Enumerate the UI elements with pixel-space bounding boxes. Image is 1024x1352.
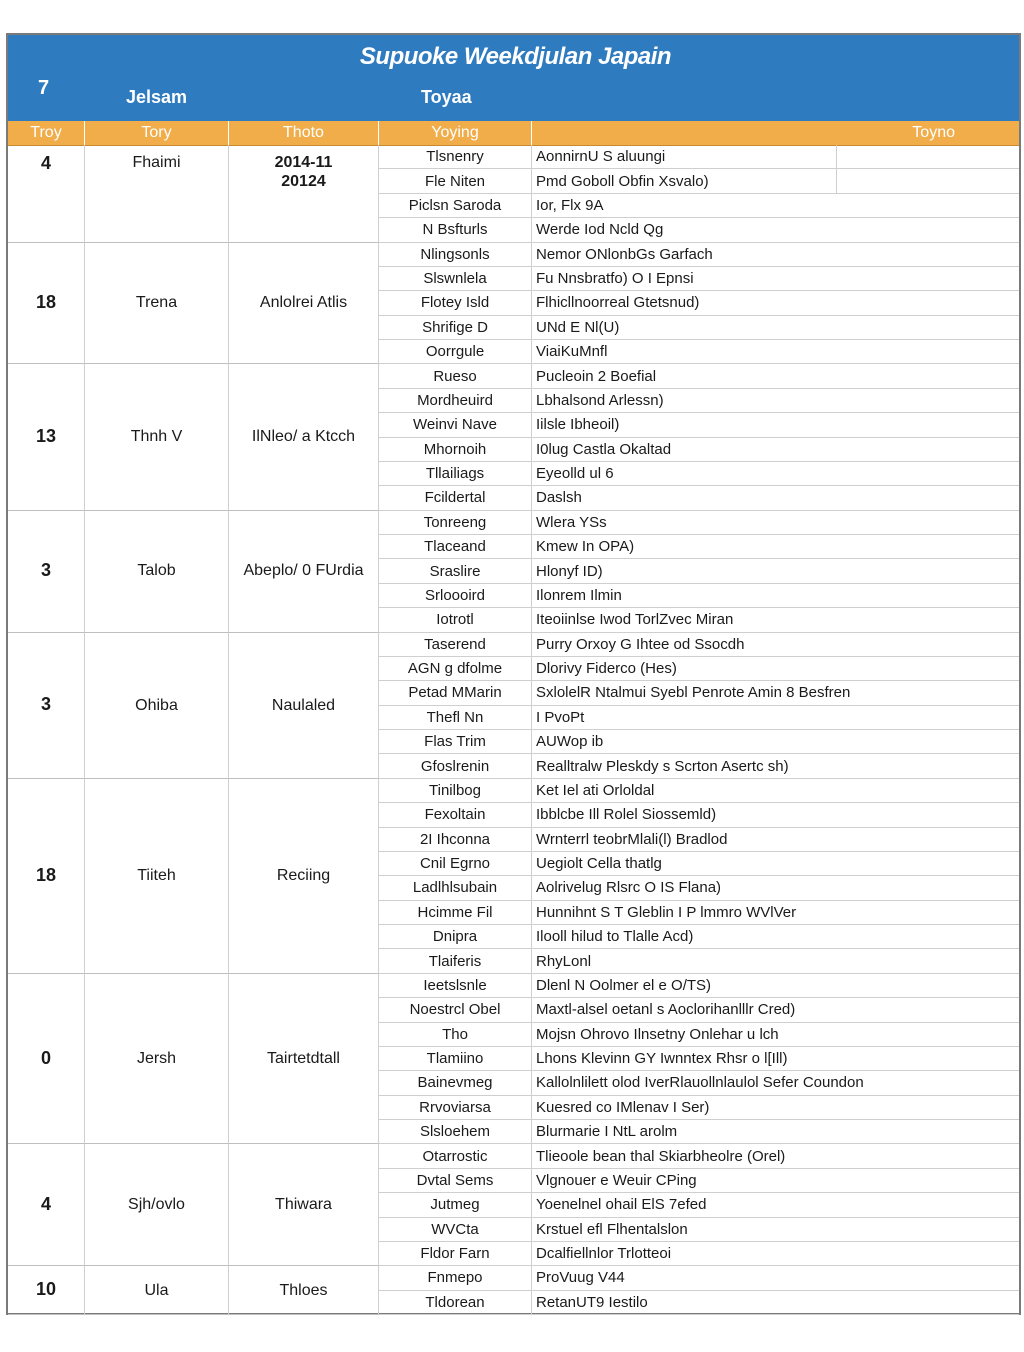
item-description-text: Tlieoole bean thal Skiarbheolre (Orel) — [536, 1147, 786, 1165]
item-description — [532, 340, 1019, 364]
item-description — [532, 608, 1019, 632]
item-description-text: Lbhalsond Arlessn) — [536, 391, 664, 409]
item-description — [532, 364, 1019, 388]
item-name: Mordheuird — [379, 389, 532, 413]
item-description-text: Iilsle Ibheoil) — [536, 416, 620, 434]
item-name: Sraslire — [379, 559, 532, 583]
item-name: Jutmeg — [379, 1193, 532, 1217]
item-name: Fcildertal — [379, 486, 532, 510]
item-description — [532, 657, 1019, 681]
item-description — [532, 1266, 1019, 1290]
item-name: Tonreeng — [379, 511, 532, 535]
item-name: Oorrgule — [379, 340, 532, 364]
item-description — [532, 754, 1019, 778]
item-description-text: Dlorivy Fiderco (Hes) — [536, 660, 677, 678]
item-description — [532, 925, 1019, 949]
item-name: Rrvoviarsa — [379, 1096, 532, 1120]
item-description — [532, 535, 1019, 559]
item-name: Weinvi Nave — [379, 413, 532, 437]
item-description-text: Yoenelnel ohail ElS 7efed — [536, 1196, 707, 1214]
item-name: Tlsnenry — [379, 145, 532, 169]
item-description — [532, 145, 1019, 169]
item-description-text: Kuesred co IMlenav I Ser) — [536, 1098, 710, 1116]
item-description-text: Hlonyf ID) — [536, 562, 603, 580]
group-info: Abeplo/ 0 FUrdia — [229, 511, 379, 633]
column-header: Troy — [8, 121, 85, 145]
item-description — [532, 1047, 1019, 1071]
item-name: Dvtal Sems — [379, 1169, 532, 1193]
item-name: Hcimme Fil — [379, 901, 532, 925]
group-info: Anlolrei Atlis — [229, 243, 379, 365]
item-description-text: Werde Iod Ncld Qg — [536, 221, 664, 239]
item-description — [532, 194, 1019, 218]
schedule-table — [8, 145, 1019, 1315]
item-description — [532, 901, 1019, 925]
column-header-row — [8, 121, 1019, 146]
item-description — [532, 1023, 1019, 1047]
item-name: Thefl Nn — [379, 706, 532, 730]
item-description-text: Flhicllnoorreal Gtetsnud) — [536, 294, 700, 312]
item-description-text: Ilooll hilud to Tlalle Acd) — [536, 928, 694, 946]
item-name: Shrifige D — [379, 316, 532, 340]
item-description-text: Purry Orxoy G Ihtee od Ssocdh — [536, 635, 745, 653]
item-name: Tinilbog — [379, 779, 532, 803]
item-description — [532, 1291, 1019, 1315]
column-header: Toyno — [912, 124, 955, 141]
group-info: 2014-11 20124 — [229, 145, 379, 243]
item-description-text: Maxtl-alsel oetanl s Aoclorihanlllr Cred) — [536, 1001, 796, 1019]
group-number: 0 — [8, 974, 85, 1145]
item-description-text: Fu Nnsbratfo) O I Epnsi — [536, 270, 694, 288]
item-name: Srloooird — [379, 584, 532, 608]
column-header: Tory — [85, 121, 229, 145]
group-name: Jersh — [85, 974, 229, 1145]
item-description — [532, 852, 1019, 876]
item-description-text: Wrnterrl teobrMlali(l) Bradlod — [536, 830, 728, 848]
item-name: Ieetslsnle — [379, 974, 532, 998]
item-description — [532, 291, 1019, 315]
item-description — [532, 584, 1019, 608]
group-number: 4 — [8, 1144, 85, 1266]
item-name: Flotey Isld — [379, 291, 532, 315]
item-name: Bainevmeg — [379, 1071, 532, 1095]
item-name: Tldorean — [379, 1291, 532, 1315]
group-name: Sjh/ovlo — [85, 1144, 229, 1266]
item-description-text: Pmd Goboll Obfin Xsvalo) — [536, 169, 837, 192]
item-description — [532, 1169, 1019, 1193]
item-name: Piclsn Saroda — [379, 194, 532, 218]
item-description-text: Lhons Klevinn GY Iwnntex Rhsr o l[Ill) — [536, 1050, 788, 1068]
item-description-text: RetanUT9 Iestilo — [536, 1293, 648, 1311]
header-number: 7 — [38, 77, 50, 99]
item-description-text: Daslsh — [536, 489, 582, 507]
item-description — [532, 1071, 1019, 1095]
item-name: Fnmepo — [379, 1266, 532, 1290]
group-name: Tiiteh — [85, 779, 229, 974]
item-description — [532, 438, 1019, 462]
item-description — [532, 389, 1019, 413]
item-description-text: Ket Iel ati Orloldal — [536, 781, 655, 799]
item-description — [532, 413, 1019, 437]
item-description — [532, 974, 1019, 998]
item-description — [532, 803, 1019, 827]
item-name: Tlaceand — [379, 535, 532, 559]
item-description-text: AonnirnU S aluungi — [536, 145, 837, 168]
item-description-text: Nemor ONlonbGs Garfach — [536, 245, 713, 263]
item-description — [532, 486, 1019, 510]
item-description-text: Ilonrem Ilmin — [536, 586, 622, 604]
group-name: Talob — [85, 511, 229, 633]
item-description — [532, 1096, 1019, 1120]
item-name: Gfoslrenin — [379, 754, 532, 778]
item-name: Taserend — [379, 633, 532, 657]
item-description — [532, 1242, 1019, 1266]
title-banner — [8, 35, 1019, 121]
item-name: Otarrostic — [379, 1144, 532, 1168]
item-name: Flas Trim — [379, 730, 532, 754]
item-name: Tlamiino — [379, 1047, 532, 1071]
item-description-text: Dcalfiellnlor Trlotteoi — [536, 1245, 672, 1263]
group-info: Reciing — [229, 779, 379, 974]
item-description-text: Blurmarie I NtL arolm — [536, 1123, 678, 1141]
item-name: Slswnlela — [379, 267, 532, 291]
item-description — [532, 1193, 1019, 1217]
item-description — [532, 730, 1019, 754]
group-number: 18 — [8, 779, 85, 974]
item-name: AGN g dfolme — [379, 657, 532, 681]
item-description-text: Kallolnlilett olod IverRlauollnlaulol Sefer Coundon — [536, 1074, 864, 1092]
item-description-text: ProVuug V44 — [536, 1269, 625, 1287]
item-description-text: Aolrivelug Rlsrc O IS Flana) — [536, 879, 722, 897]
sheet-title: Supuoke Weekdjulan Japain — [359, 43, 672, 70]
item-description — [532, 779, 1019, 803]
item-description-text: Uegiolt Cella thatlg — [536, 855, 662, 873]
item-description — [532, 1218, 1019, 1242]
item-name: Fexoltain — [379, 803, 532, 827]
item-name: Noestrcl Obel — [379, 998, 532, 1022]
item-name: Fle Niten — [379, 169, 532, 193]
item-description-text: Krstuel efl Flhentalslon — [536, 1220, 688, 1238]
item-description — [532, 243, 1019, 267]
item-description — [532, 169, 1019, 193]
item-description — [532, 949, 1019, 973]
item-description-text: UNd E Nl(U) — [536, 318, 620, 336]
group-name: Thnh V — [85, 364, 229, 510]
item-description — [532, 1144, 1019, 1168]
item-description-text: Hunnihnt S T Gleblin I P lmmro WVlVer — [536, 903, 797, 921]
item-name: N Bsfturls — [379, 218, 532, 242]
item-name: Fldor Farn — [379, 1242, 532, 1266]
item-description-text: SxlolelR Ntalmui Syebl Penrote Amin 8 Besfren — [536, 684, 851, 702]
item-description-text: Mojsn Ohrovo Ilnsetny Onlehar u lch — [536, 1025, 779, 1043]
item-name: Dnipra — [379, 925, 532, 949]
item-description — [532, 462, 1019, 486]
item-name: Iotrotl — [379, 608, 532, 632]
group-name: Trena — [85, 243, 229, 365]
item-description — [532, 681, 1019, 705]
schedule-sheet — [6, 33, 1021, 1315]
item-name: Tho — [379, 1023, 532, 1047]
item-description — [532, 998, 1019, 1022]
group-info: Thiwara — [229, 1144, 379, 1266]
item-name: Slsloehem — [379, 1120, 532, 1144]
item-description — [532, 1120, 1019, 1144]
item-description — [532, 267, 1019, 291]
item-description-text: ViaiKuMnfl — [536, 343, 608, 361]
item-description-text: Eyeolld ul 6 — [536, 465, 614, 483]
header-label-1: Jelsam — [126, 87, 188, 107]
item-description — [532, 633, 1019, 657]
item-description-text: Wlera YSs — [536, 513, 607, 531]
item-description — [532, 559, 1019, 583]
item-name: Nlingsonls — [379, 243, 532, 267]
group-number: 3 — [8, 511, 85, 633]
group-number: 18 — [8, 243, 85, 365]
item-description — [532, 316, 1019, 340]
column-header: Yoying — [379, 121, 532, 145]
item-description — [532, 706, 1019, 730]
item-name: Petad MMarin — [379, 681, 532, 705]
item-description — [532, 876, 1019, 900]
group-number: 3 — [8, 633, 85, 779]
group-number: 13 — [8, 364, 85, 510]
item-description — [532, 218, 1019, 242]
item-description-text: Kmew In OPA) — [536, 538, 635, 556]
item-name: Tlaiferis — [379, 949, 532, 973]
item-description-text: Iteoiinlse Iwod TorlZvec Miran — [536, 611, 734, 629]
item-description-text: Pucleoin 2 Boefial — [536, 367, 657, 385]
item-name: WVCta — [379, 1218, 532, 1242]
item-name: 2I Ihconna — [379, 828, 532, 852]
group-name: Fhaimi — [85, 145, 229, 243]
group-name: Ula — [85, 1266, 229, 1315]
item-description-text: Dlenl N Oolmer el e O/TS) — [536, 976, 712, 994]
item-description-text: I PvoPt — [536, 708, 585, 726]
item-description-text: Realltralw Pleskdy s Scrton Asertc sh) — [536, 757, 789, 775]
item-description-text: AUWop ib — [536, 733, 604, 751]
column-header: Thoto — [229, 121, 379, 145]
item-name: Rueso — [379, 364, 532, 388]
item-description-text: Vlgnouer e Weuir CPing — [536, 1171, 697, 1189]
item-description-text: RhyLonl — [536, 952, 592, 970]
item-name: Cnil Egrno — [379, 852, 532, 876]
item-description — [532, 828, 1019, 852]
header-label-2: Toyaa — [421, 87, 472, 107]
item-name: Ladlhlsubain — [379, 876, 532, 900]
group-info: Tairtetdtall — [229, 974, 379, 1145]
item-description-text: Ior, Flx 9A — [536, 196, 604, 214]
item-name: Tllailiags — [379, 462, 532, 486]
item-description-text: Ibblcbe Ill Rolel Siossemld) — [536, 806, 717, 824]
group-info: Naulaled — [229, 633, 379, 779]
group-name: Ohiba — [85, 633, 229, 779]
group-info: IlNleo/ a Ktcch — [229, 364, 379, 510]
group-info: Thloes — [229, 1266, 379, 1315]
item-description — [532, 511, 1019, 535]
group-number: 4 — [8, 145, 85, 243]
item-description-text: I0lug Castla Okaltad — [536, 440, 672, 458]
item-name: Mhornoih — [379, 438, 532, 462]
group-number: 10 — [8, 1266, 85, 1315]
